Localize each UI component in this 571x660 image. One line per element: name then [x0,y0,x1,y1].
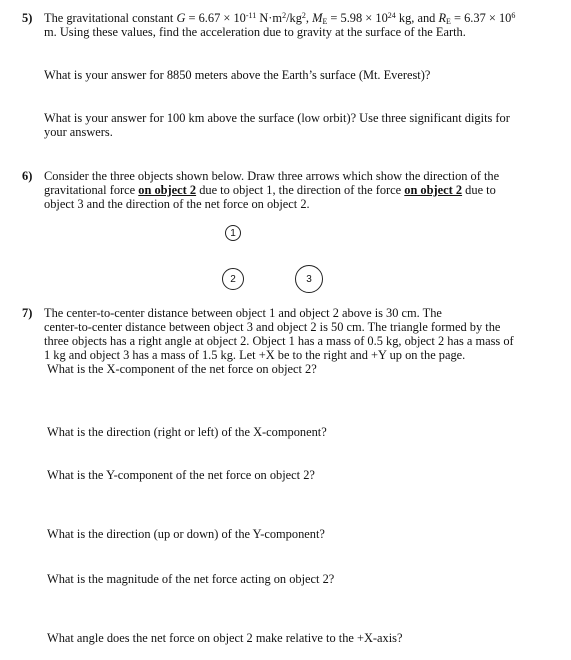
exponent: 2 [282,11,287,20]
underlined-emphasis: on object 2 [404,183,463,197]
problem-5-statement-line2: m. Using these values, find the acceleration due to gravity at the surface of the Earth. [44,25,466,39]
object-1-circle: 1 [225,225,241,241]
problem-7-question-x-direction: What is the direction (right or left) of the X-component? [47,425,327,439]
problem-6-line1: Consider the three objects shown below. Draw three arrows which show the direction of the [44,169,500,183]
problem-5-statement-line1 [44,11,564,26]
subscript: E [446,17,451,26]
problem-7-question-x-component: What is the X-component of the net force on object 2? [47,362,317,376]
problem-7-line4: 1 kg and object 3 has a mass of 1.5 kg. Let +X be to the right and +Y up on the page. [44,348,466,362]
problem-7-number: 7) [22,306,33,320]
text: due to object 1, the direction of the force [196,183,405,197]
text: /kg [286,11,302,25]
problem-6-number: 6) [22,169,33,183]
exponent: 6 [511,11,516,20]
problem-7-question-y-direction: What is the direction (up or down) of the Y-component? [47,527,325,541]
underlined-emphasis: on object 2 [138,183,197,197]
problem-6-line3: object 3 and the direction of the net force on object 2. [44,197,310,211]
exponent: 2 [301,11,306,20]
text: gravitational force [44,183,139,197]
text: = 5.98 × 10 [327,11,388,25]
problem-7-question-y-component: What is the Y-component of the net force on object 2? [47,468,315,482]
problem-7-line3: three objects has a right angle at object 2. Object 1 has a mass of 0.5 kg, object 2 has a mass of [44,334,514,348]
problem-5-question-b-line2: your answers. [44,125,113,139]
exponent: 24 [387,11,396,20]
problem-5-question-b-line1: What is your answer for 100 km above the surface (low orbit)? Use three significant digits for [44,111,510,125]
text: N·m [256,11,283,25]
text: due to [462,183,496,197]
problem-5-number: 5) [22,11,33,25]
symbol-G: G [176,11,186,25]
problem-7-line2: center-to-center distance between object 3 and object 2 is 50 cm. The triangle formed by the [44,320,501,334]
problem-7-line1: The center-to-center distance between object 1 and object 2 above is 30 cm. The [44,306,442,320]
problem-7-question-magnitude: What is the magnitude of the net force acting on object 2? [47,572,335,586]
problem-7-question-angle: What angle does the net force on object 2 make relative to the +X-axis? [47,631,403,645]
exponent: -11 [245,11,257,20]
text: , [305,11,313,25]
text: The gravitational constant [44,11,177,25]
object-2-circle: 2 [222,268,244,290]
problem-5-question-a: What is your answer for 8850 meters above the Earth’s surface (Mt. Everest)? [44,68,431,82]
symbol-R: R [438,11,447,25]
text: = 6.67 × 10 [185,11,246,25]
subscript: E [322,17,328,26]
problem-6-line2 [44,183,544,198]
object-3-circle: 3 [295,265,323,293]
text: = 6.37 × 10 [450,11,512,25]
text: kg, and [395,11,439,25]
symbol-M: M [312,11,323,25]
